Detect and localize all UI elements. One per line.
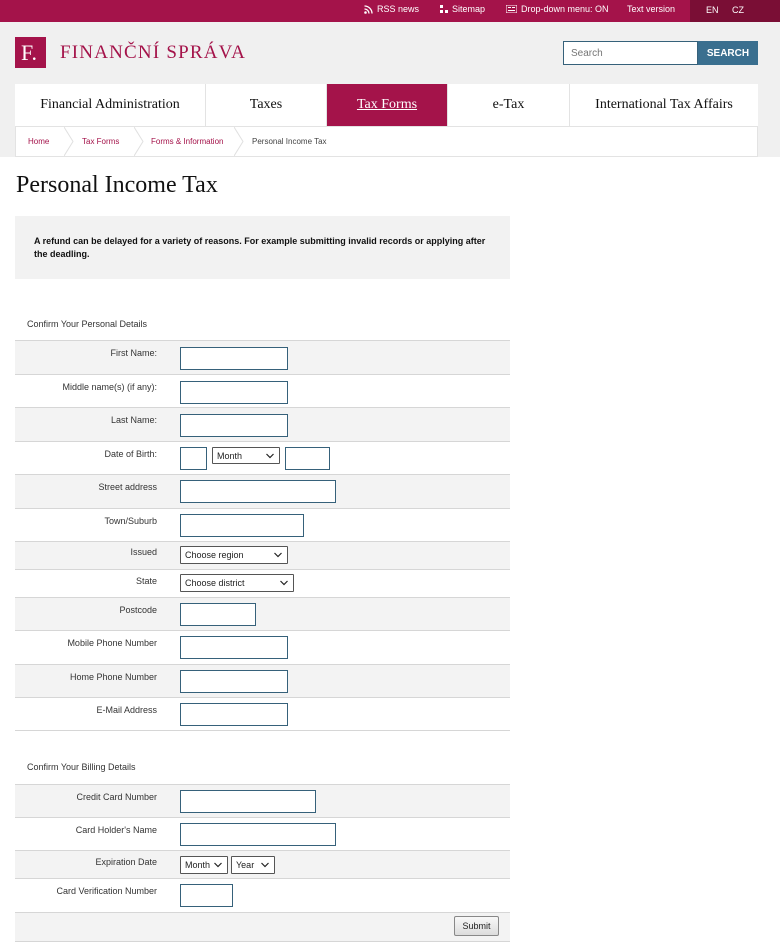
submit-button[interactable]: Submit — [454, 916, 499, 936]
breadcrumb-home[interactable]: Home — [28, 137, 50, 146]
expiration-label: Expiration Date — [95, 857, 157, 867]
form-row-street — [15, 474, 510, 508]
form-row-email — [15, 697, 510, 730]
dropdown-menu-toggle[interactable] — [506, 4, 609, 14]
nav-tax-forms[interactable]: Tax Forms — [327, 84, 448, 126]
dob-day-input[interactable] — [180, 447, 207, 470]
form-row-expiration — [15, 850, 510, 878]
form-row-postcode — [15, 597, 510, 630]
form-row-state — [15, 569, 510, 597]
nav-international-tax-affairs[interactable]: International Tax Affairs — [595, 97, 733, 112]
form-row-home-phone — [15, 664, 510, 697]
state-district-value: Choose district — [185, 578, 245, 588]
nav-e-tax[interactable]: e-Tax — [448, 84, 570, 126]
divider — [15, 730, 510, 731]
dob-year-input[interactable] — [285, 447, 330, 470]
issued-region-select[interactable] — [180, 546, 288, 564]
home-phone-input[interactable] — [180, 670, 288, 693]
middle-name-input[interactable] — [180, 381, 288, 404]
chevron-down-icon — [261, 863, 269, 868]
billing-details-title: Confirm Your Billing Details — [27, 762, 136, 772]
rss-link[interactable] — [364, 4, 419, 14]
language-switcher — [690, 0, 780, 22]
town-input[interactable] — [180, 514, 304, 537]
expiration-month-select[interactable] — [180, 856, 228, 874]
form-row-first-name — [15, 340, 510, 374]
street-label: Street address — [98, 482, 157, 492]
nav-financial-administration[interactable]: Financial Administration — [15, 84, 206, 126]
sitemap-icon — [440, 5, 448, 13]
breadcrumb-separator-icon — [64, 127, 74, 156]
mobile-phone-input[interactable] — [180, 636, 288, 659]
text-version-label: Text version — [627, 4, 676, 14]
form-row-dob — [15, 441, 510, 474]
email-input[interactable] — [180, 703, 288, 726]
state-district-select[interactable] — [180, 574, 294, 592]
dob-month-select[interactable] — [212, 447, 280, 464]
chevron-down-icon — [274, 553, 282, 558]
first-name-label: First Name: — [110, 348, 157, 358]
form-row-card-holder — [15, 817, 510, 850]
breadcrumb-current: Personal Income Tax — [252, 137, 327, 146]
state-label: State — [135, 576, 157, 586]
form-row-middle-name — [15, 374, 510, 407]
town-label: Town/Suburb — [104, 516, 157, 526]
rss-label: RSS news — [377, 4, 420, 14]
search-input[interactable] — [563, 41, 698, 65]
cvn-input[interactable] — [180, 884, 233, 907]
logo-text[interactable]: FINANČNÍ SPRÁVA — [60, 42, 247, 63]
expiration-month-value: Month — [185, 860, 211, 870]
sitemap-label: Sitemap — [452, 4, 486, 14]
logo-mark[interactable]: F. — [15, 37, 46, 68]
last-name-label: Last Name: — [110, 415, 157, 425]
card-holder-label: Card Holder's Name — [75, 825, 157, 835]
postcode-input[interactable] — [180, 603, 256, 626]
lang-en[interactable]: EN — [706, 5, 719, 15]
text-version-link[interactable] — [627, 4, 675, 14]
main-nav — [15, 84, 758, 126]
email-label: E-Mail Address — [96, 705, 157, 715]
middle-name-label: Middle name(s) (if any): — [62, 382, 157, 392]
chevron-down-icon — [280, 581, 288, 586]
breadcrumb-separator-icon — [134, 127, 144, 156]
first-name-input[interactable] — [180, 347, 288, 370]
sitemap-link[interactable] — [440, 4, 485, 14]
lang-cz[interactable]: CZ — [732, 5, 744, 15]
expiration-year-value: Year — [236, 860, 255, 870]
issued-label: Issued — [130, 547, 157, 557]
cvn-label: Card Verification Number — [56, 886, 157, 896]
form-row-submit — [15, 912, 510, 941]
dropdown-menu-label: Drop-down menu: ON — [521, 4, 609, 14]
last-name-input[interactable] — [180, 414, 288, 437]
form-row-issued — [15, 541, 510, 569]
chevron-down-icon — [266, 453, 274, 458]
search-button[interactable]: SEARCH — [698, 41, 758, 65]
page-title: Personal Income Tax — [16, 172, 218, 198]
form-row-town — [15, 508, 510, 541]
issued-region-value: Choose region — [185, 550, 244, 560]
dob-label: Date of Birth: — [104, 449, 157, 459]
form-row-cvn — [15, 878, 510, 912]
nav-taxes[interactable]: Taxes — [206, 84, 327, 126]
rss-icon — [364, 5, 373, 14]
dob-month-value: Month — [217, 450, 243, 461]
breadcrumb-separator-icon — [234, 127, 244, 156]
form-row-last-name — [15, 407, 510, 441]
breadcrumb-forms-information[interactable]: Forms & Information — [151, 137, 224, 146]
chevron-down-icon — [214, 863, 222, 868]
notice-box: A refund can be delayed for a variety of reasons. For example submitting invalid records or applying after the deadling. — [15, 216, 510, 279]
postcode-label: Postcode — [119, 605, 157, 615]
street-address-input[interactable] — [180, 480, 336, 503]
divider — [15, 941, 510, 942]
top-bar — [0, 0, 780, 22]
personal-details-title: Confirm Your Personal Details — [27, 319, 148, 329]
mobile-label: Mobile Phone Number — [67, 638, 157, 648]
form-row-mobile — [15, 630, 510, 664]
card-number-label: Credit Card Number — [76, 792, 157, 802]
card-holder-input[interactable] — [180, 823, 336, 846]
breadcrumb — [15, 126, 758, 157]
breadcrumb-tax-forms[interactable]: Tax Forms — [82, 137, 120, 146]
home-phone-label: Home Phone Number — [69, 672, 157, 682]
form-row-card-number — [15, 784, 510, 817]
menu-icon — [506, 5, 517, 13]
card-number-input[interactable] — [180, 790, 316, 813]
expiration-year-select[interactable] — [231, 856, 275, 874]
